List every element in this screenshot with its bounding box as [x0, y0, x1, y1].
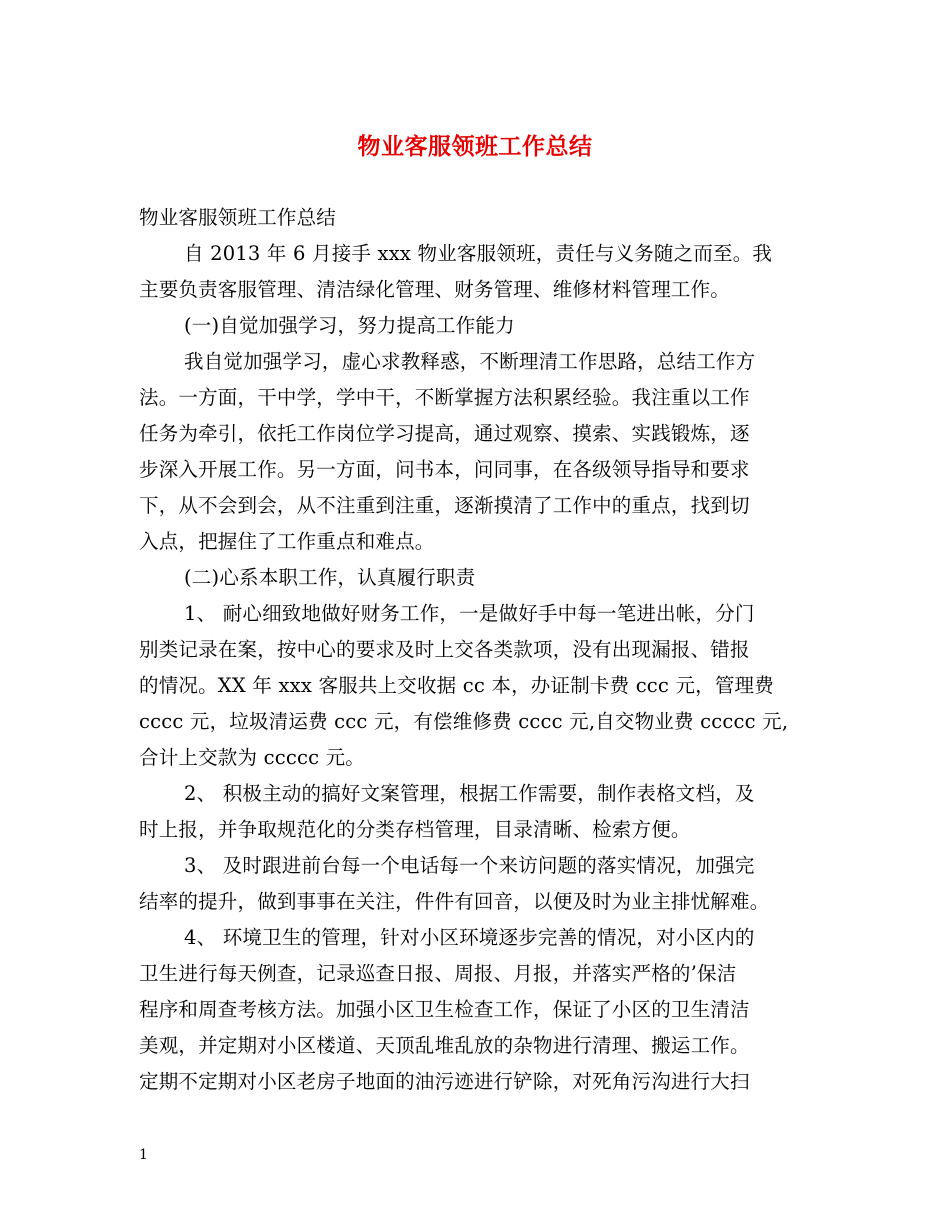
- paragraph-line: 法。一方面，干中学，学中干，不断掌握方法积累经验。我注重以工作: [139, 386, 750, 409]
- paragraph-line: 步深入开展工作。另一方面，问书本，问同事，在各级领导指导和要求: [139, 458, 750, 481]
- paragraph-line: 任务为牵引，依托工作岗位学习提高，通过观察、摸索、实践锻炼，逐: [139, 422, 750, 445]
- paragraph-line: 合计上交款为 ccccc 元。: [139, 746, 366, 769]
- paragraph-line: 别类记录在案，按中心的要求及时上交各类款项，没有出现漏报、错报: [139, 638, 750, 661]
- paragraph-line: 卫生进行每天例查，记录巡查日报、周报、月报，并落实严格的’保洁: [139, 962, 737, 985]
- paragraph-line: 的情况。XX 年 xxx 客服共上交收据 cc 本，办证制卡费 ccc 元，管理费: [139, 674, 774, 697]
- paragraph-line: 自 2013 年 6 月接手 xxx 物业客服领班，责任与义务随之而至。我: [184, 242, 773, 265]
- paragraph-line: 下，从不会到会，从不注重到注重，逐渐摸清了工作中的重点，找到切: [139, 494, 750, 517]
- list-item-4-line: 4、 环境卫生的管理，针对小区环境逐步完善的情况，对小区内的: [184, 926, 755, 949]
- section-heading-1: (一)自觉加强学习，努力提高工作能力: [184, 314, 515, 337]
- list-item-1-line: 1、 耐心细致地做好财务工作，一是做好手中每一笔进出帐，分门: [184, 602, 755, 625]
- paragraph-line: 入点，把握住了工作重点和难点。: [139, 530, 435, 553]
- list-item-3-line: 3、 及时跟进前台每一个电话每一个来访问题的落实情况，加强完: [184, 854, 755, 877]
- document-body: [139, 200, 824, 1100]
- list-item-2-line: 2、 积极主动的搞好文案管理，根据工作需要，制作表格文档，及: [184, 782, 755, 805]
- paragraph-line: 时上报，并争取规范化的分类存档管理，目录清晰、检索方便。: [139, 818, 691, 841]
- page-number: 1: [139, 1147, 148, 1163]
- paragraph-line: cccc 元，垃圾清运费 ccc 元，有偿维修费 cccc 元,自交物业费 ccccc 元,: [139, 710, 789, 733]
- paragraph-line: 主要负责客服管理、清洁绿化管理、财务管理、维修材料管理工作。: [139, 278, 731, 301]
- paragraph-line: 美观，并定期对小区楼道、天顶乱堆乱放的杂物进行清理、搬运工作。: [139, 1034, 750, 1057]
- paragraph-line: 定期不定期对小区老房子地面的油污迹进行铲除，对死角污沟进行大扫: [139, 1070, 750, 1093]
- document-title: 物业客服领班工作总结: [357, 133, 593, 160]
- doc-subtitle-line: 物业客服领班工作总结: [139, 206, 337, 229]
- paragraph-line: 程序和周查考核方法。加强小区卫生检查工作，保证了小区的卫生清洁: [139, 998, 750, 1021]
- paragraph-line: 结率的提升，做到事事在关注，件件有回音，以便及时为业主排忧解难。: [139, 890, 770, 913]
- section-heading-2: (二)心系本职工作，认真履行职责: [184, 566, 476, 589]
- paragraph-line: 我自觉加强学习，虚心求教释惑，不断理清工作思路，总结工作方: [184, 350, 756, 373]
